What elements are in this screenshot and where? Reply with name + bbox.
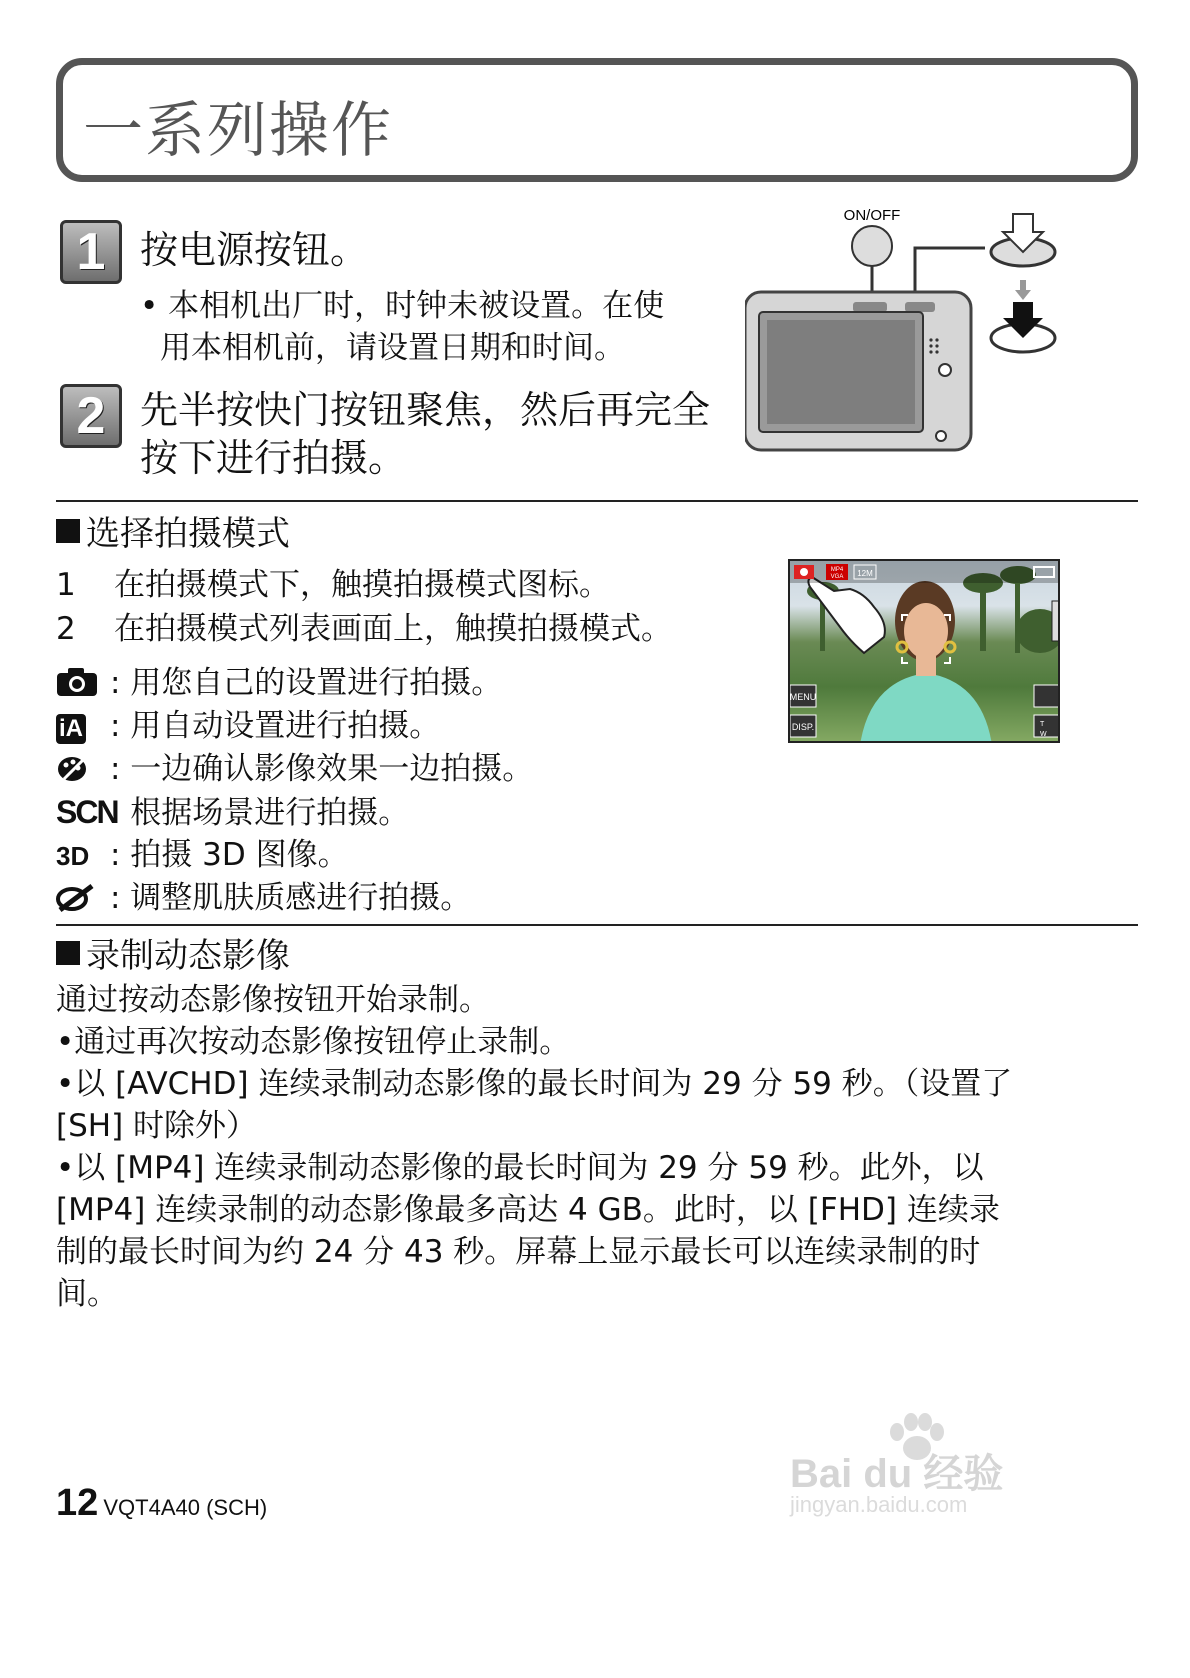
half-press-icon [991,214,1055,266]
camera-figure [745,200,1145,490]
scene-illustration [790,561,1060,743]
title-box [56,58,1138,182]
menu-button: MENU [790,692,817,702]
record-bullet-3-line-2: [MP4] 连续录制的动态影像最多高达 4 GB。此时，以 [FHD] 连续录 [56,1192,1000,1228]
footer [56,1482,267,1525]
select-mode-item-1: 1 在拍摄模式下，触摸拍摄模式图标。 [56,567,610,603]
mode-3d: 3D : 拍摄 3D 图像。 [56,832,349,879]
mode-creative: : 一边确认影像效果一边拍摄。 [56,746,533,792]
power-label: ON/OFF [843,207,901,224]
step-1-note-line-2: 用本相机前，请设置日期和时间。 [160,330,625,366]
svg-text:MP4: MP4 [830,567,844,573]
record-bullet-3-line-4: 间。 [56,1276,118,1312]
record-bullet-2-line-2: [SH] 时除外） [56,1108,258,1144]
step-1-heading: 按电源按钮。 [140,228,369,272]
record-bullet-3-line-1: •以 [MP4] 连续录制动态影像的最长时间为 29 分 59 秒。此外，以 [56,1150,984,1186]
full-press-icon [991,302,1055,352]
disp-button: DISP. [791,722,815,732]
record-intro: 通过按动态影像按钮开始录制。 [56,982,490,1018]
step-1-note-line-1: • 本相机出厂时，时钟未被设置。在使 [140,288,665,324]
page-title: 一系列操作 [83,96,393,166]
svg-text:VGA: VGA [830,574,844,580]
step-number-2: 2 [60,384,122,448]
mode-beauty: : 调整肌肤质感进行拍摄。 [56,875,471,921]
divider-2 [56,924,1138,926]
step-number-1: 1 [60,220,122,284]
step-2-heading-line-2: 按下进行拍摄。 [140,436,407,480]
square-bullet-icon [56,519,80,543]
delete-button [1034,685,1060,707]
document-code: VQT4A40 (SCH) [103,1495,268,1520]
record-bullet-3-line-3: 制的最长时间为约 24 分 43 秒。屏幕上显示最长可以连续录制的时 [56,1234,981,1270]
scn-icon: SCN [56,794,118,830]
beauty-icon [56,875,110,921]
mode-ia: iA : 用自动设置进行拍摄。 [56,703,440,749]
record-bullet-2-line-1: •以 [AVCHD] 连续录制动态影像的最长时间为 29 分 59 秒。（设置了 [56,1066,1013,1102]
select-mode-item-2: 2 在拍摄模式列表画面上，触摸拍摄模式。 [56,611,672,647]
square-bullet-icon [56,941,80,965]
svg-text:W: W [1040,731,1047,738]
step-2-heading-line-1: 先半按快门按钮聚焦，然后再完全 [140,388,711,432]
page-number: 12 [56,1482,99,1524]
palette-icon [56,746,110,792]
select-mode-heading: 选择拍摄模式 [56,512,290,556]
power-button-callout [852,226,892,266]
zoom-button [1034,715,1060,737]
mode-camera: : 用您自己的设置进行拍摄。 [56,660,502,706]
divider-1 [56,500,1138,502]
mode-scn: SCN: 根据场景进行拍摄。 [56,789,409,836]
lcd-screen-preview [788,559,1060,743]
camera-icon [56,660,110,706]
record-bullet-1: •通过再次按动态影像按钮停止录制。 [56,1024,571,1060]
svg-text:12M: 12M [857,569,873,578]
svg-text:T: T [1040,721,1045,728]
3d-icon: 3D [56,841,90,871]
ia-icon: iA [56,703,110,749]
record-heading: 录制动态影像 [56,934,290,978]
baidu-watermark: Bai du 经验 jingyan.baidu.com [790,1412,1060,1522]
